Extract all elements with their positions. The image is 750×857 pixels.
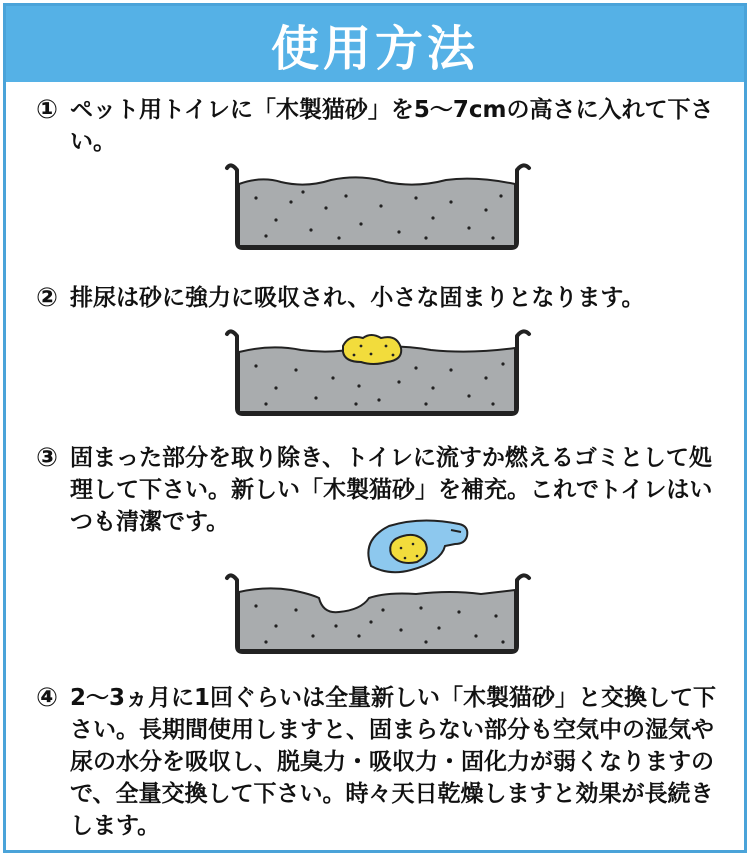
step-3-text: 固まった部分を取り除き、トイレに流すか燃えるゴミとして処理して下さい。新しい「木製猫砂」を補充。これでトイレはいつも清潔です。: [70, 445, 713, 535]
step-2-text: 排尿は砂に強力に吸収され、小さな固まりとなります。: [70, 285, 645, 311]
step-4-number: ④: [36, 683, 59, 713]
step-4-text: 2～3ヵ月に1回ぐらいは全量新しい「木製猫砂」と交換して下さい。長期間使用しますと、固まらない部分も空気中の湿気や尿の水分を吸収し、脱臭力・吸収力・固化力が弱くなりますので、全量交換して下さい。時々天日乾燥しますと効果が長続きします。: [70, 685, 717, 839]
litter-box-full-illustration: [221, 158, 536, 253]
step-1-number: ①: [36, 95, 59, 125]
litter-box-clump-illustration: [221, 324, 536, 419]
step-2-number: ②: [36, 283, 59, 313]
step-2: [36, 282, 726, 314]
scoop-icon: [368, 520, 467, 572]
instruction-panel: [3, 3, 747, 853]
step-1-text: ペット用トイレに「木製猫砂」を5～7cmの高さに入れて下さい。: [70, 97, 714, 155]
clump-in-scoop-icon: [390, 535, 427, 563]
urine-clump-icon: [343, 335, 401, 364]
step-3-number: ③: [36, 443, 59, 473]
step-1: [36, 94, 726, 158]
step-4: [36, 682, 726, 842]
litter-box-scoop-illustration: [221, 518, 536, 658]
page-title: 使用方法: [270, 20, 479, 77]
title-bar: [6, 6, 744, 82]
